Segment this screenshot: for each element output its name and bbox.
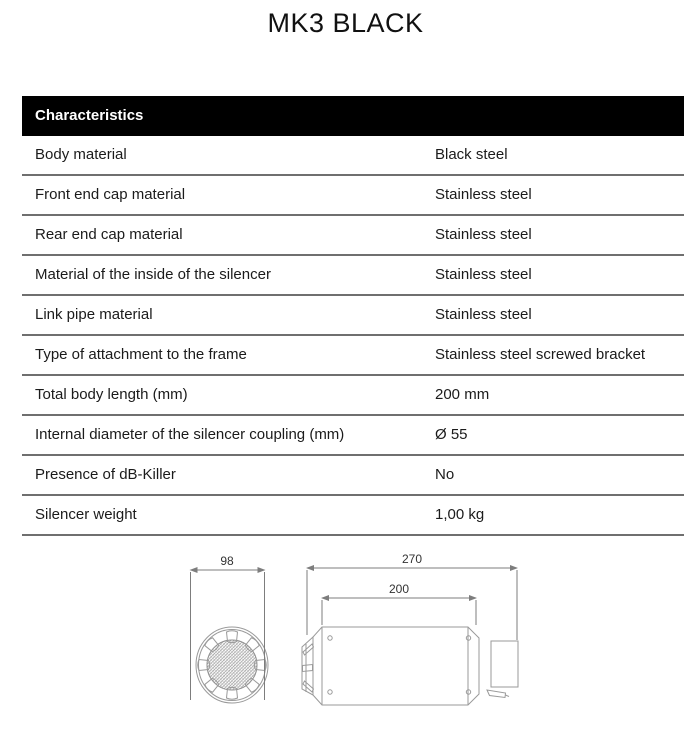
table-row	[22, 336, 684, 376]
row-label: Internal diameter of the silencer coupling (mm)	[35, 426, 345, 443]
row-value: Stainless steel	[435, 226, 532, 243]
dimension-label-98: 98	[220, 554, 234, 568]
table-row	[22, 456, 684, 496]
bracket	[487, 690, 506, 698]
table-header-label: Characteristics	[35, 107, 144, 124]
row-label: Presence of dB-Killer	[35, 466, 176, 483]
row-label: Link pipe material	[35, 306, 153, 323]
row-value: Black steel	[435, 146, 508, 163]
table-row	[22, 256, 684, 296]
technical-drawing	[0, 548, 691, 730]
dimension-label-200: 200	[388, 582, 410, 596]
table-row	[22, 136, 684, 176]
row-value: No	[435, 466, 455, 483]
outlet-pipe	[491, 641, 518, 687]
row-value: Stainless steel	[435, 306, 532, 323]
rivet	[328, 690, 332, 694]
row-value: 1,00 kg	[435, 506, 485, 523]
row-label: Material of the inside of the silencer	[35, 266, 271, 283]
table-row	[22, 176, 684, 216]
row-value: Stainless steel screwed bracket	[435, 346, 646, 363]
dimension-label-270: 270	[401, 552, 423, 566]
table-row	[22, 416, 684, 456]
characteristics-table	[22, 96, 684, 536]
table-row	[22, 216, 684, 256]
row-value: 200 mm	[435, 386, 490, 403]
row-label: Front end cap material	[35, 186, 186, 203]
row-label: Silencer weight	[35, 506, 137, 523]
row-value: Ø 55	[435, 426, 468, 443]
front-view-silencer	[196, 627, 268, 703]
side-view-silencer	[302, 627, 518, 705]
table-row	[22, 296, 684, 336]
row-value: Stainless steel	[435, 186, 532, 203]
dimension-body-length	[322, 582, 476, 625]
row-label: Type of attachment to the frame	[35, 346, 247, 363]
table-row	[22, 496, 684, 536]
row-label: Rear end cap material	[35, 226, 183, 243]
table-row	[22, 376, 684, 416]
row-label: Total body length (mm)	[35, 386, 188, 403]
page-title: MK3 BLACK	[267, 8, 424, 38]
table-header	[22, 96, 684, 136]
row-value: Stainless steel	[435, 266, 532, 283]
rivet	[328, 636, 332, 640]
row-label: Body material	[35, 146, 127, 163]
